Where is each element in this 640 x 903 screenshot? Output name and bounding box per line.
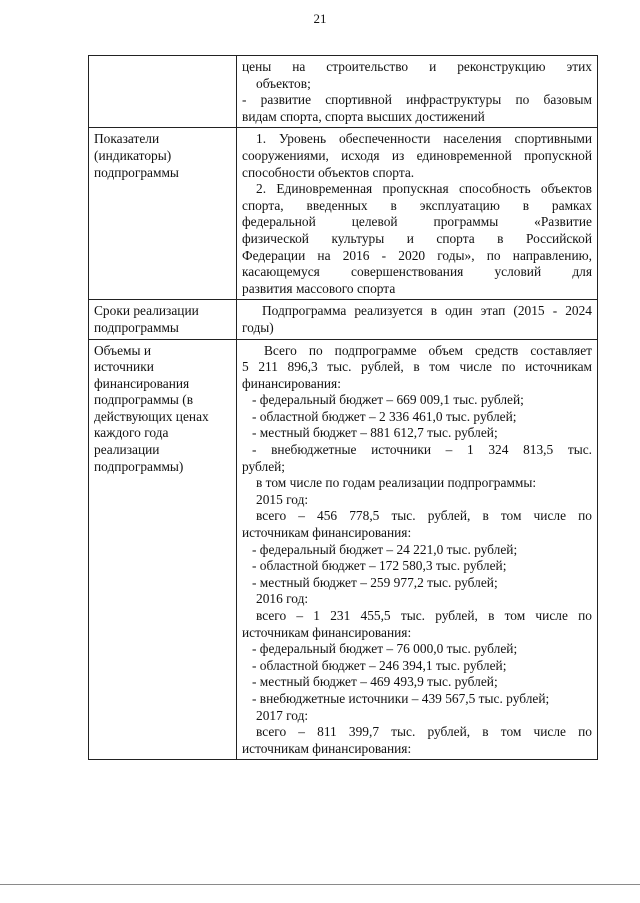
- row-label-cell: [89, 56, 237, 128]
- row-label-line: финансирования: [94, 375, 190, 391]
- content-line: - развитие спортивной инфраструктуры по базовым: [242, 92, 592, 108]
- content-line: касающемуся совершенствования условий для: [242, 264, 592, 280]
- content-line: в том числе по годам реализации подпрограммы:: [256, 475, 537, 491]
- content-line: - областной бюджет – 246 394,1 тыс. рублей;: [252, 657, 507, 673]
- content-line: всего – 811 399,7 тыс. рублей, в том числе по: [256, 724, 592, 740]
- table-row: [89, 339, 598, 760]
- content-line: рублей;: [242, 458, 286, 474]
- page-number: 21: [313, 11, 327, 26]
- row-label-cell: [89, 300, 237, 339]
- content-line: всего – 1 231 455,5 тыс. рублей, в том числе по: [256, 608, 592, 623]
- content-line: 2015 год:: [256, 491, 309, 507]
- row-label-line: источники: [94, 359, 154, 375]
- content-line: источникам финансирования:: [242, 525, 412, 541]
- content-line: всего – 456 778,5 тыс. рублей, в том числе по: [256, 508, 592, 524]
- row-label-line: подпрограммы (в: [94, 392, 194, 408]
- content-line: цены на строительство и реконструкцию этих: [242, 59, 592, 74]
- row-content-cell: [237, 56, 598, 128]
- row-label-cell: [89, 128, 237, 300]
- content-line: 2. Единовременная пропускная способность объектов: [256, 181, 592, 197]
- content-line: - федеральный бюджет – 669 009,1 тыс. рублей;: [252, 392, 524, 408]
- content-line: видам спорта, спорта высших достижений: [242, 108, 485, 124]
- content-line: Подпрограмма реализуется в один этап (2015 - 2024: [262, 303, 592, 319]
- row-label-line: реализации: [94, 442, 160, 458]
- content-line: - областной бюджет – 172 580,3 тыс. рублей;: [252, 558, 507, 574]
- content-line: спорта, введенных в эксплуатацию в рамках: [242, 197, 592, 213]
- content-line: 2016 год:: [256, 591, 309, 607]
- content-line: федеральной целевой программы «Развитие: [242, 214, 592, 230]
- row-label-line: Объемы и: [94, 342, 152, 358]
- row-label-line: действующих ценах: [94, 408, 209, 424]
- table-row: [89, 128, 598, 300]
- content-line: 5 211 896,3 тыс. рублей, в том числе по источникам: [242, 359, 592, 375]
- content-line: - местный бюджет – 469 493,9 тыс. рублей;: [252, 674, 498, 690]
- page-bottom-divider: [0, 884, 640, 885]
- content-line: сооружениями, исходя из единовременной пропускной: [242, 147, 592, 163]
- content-line: Всего по подпрограмме объем средств составляет: [264, 342, 592, 358]
- row-content-cell: [237, 128, 598, 300]
- row-label-line: подпрограммы: [94, 164, 179, 180]
- content-line: - областной бюджет – 2 336 461,0 тыс. рублей;: [252, 408, 517, 424]
- content-line: физической культуры и спорта в Российской: [242, 230, 592, 246]
- content-line: - федеральный бюджет – 24 221,0 тыс. рублей;: [252, 541, 518, 557]
- content-line: - внебюджетные источники – 1 324 813,5 тыс.: [252, 442, 592, 458]
- row-content-cell: [237, 339, 598, 760]
- content-line: - местный бюджет – 881 612,7 тыс. рублей;: [252, 425, 498, 441]
- content-line: финансирования:: [242, 375, 341, 391]
- content-line: Федерации на 2016 - 2020 годы», по направлению,: [242, 247, 592, 263]
- content-line: годы): [242, 319, 274, 335]
- table-row: [89, 56, 598, 128]
- row-label-line: (индикаторы): [94, 147, 172, 163]
- table-row: [89, 300, 598, 339]
- content-line: способности объектов спорта.: [242, 164, 415, 180]
- content-line: источникам финансирования:: [242, 624, 412, 640]
- row-label-cell: [89, 339, 237, 760]
- row-content-cell: [237, 300, 598, 339]
- row-label-line: каждого года: [94, 425, 169, 441]
- content-line: 2017 год:: [256, 707, 309, 723]
- table-body: [89, 56, 598, 760]
- content-line: - федеральный бюджет – 76 000,0 тыс. рублей;: [252, 641, 518, 657]
- row-label-line: Показатели: [94, 131, 160, 147]
- content-line: - внебюджетные источники – 439 567,5 тыс. рублей;: [252, 690, 550, 706]
- content-line: источникам финансирования:: [242, 740, 412, 756]
- subprogram-passport-table: [88, 55, 598, 760]
- content-line: 1. Уровень обеспеченности населения спортивными: [256, 131, 592, 147]
- row-label-line: подпрограммы: [94, 319, 179, 335]
- row-label-line: подпрограммы): [94, 458, 184, 474]
- content-line: - местный бюджет – 259 977,2 тыс. рублей;: [252, 574, 498, 590]
- content-line: объектов;: [256, 75, 311, 91]
- row-label-line: Сроки реализации: [94, 303, 199, 319]
- content-line: развития массового спорта: [242, 280, 396, 296]
